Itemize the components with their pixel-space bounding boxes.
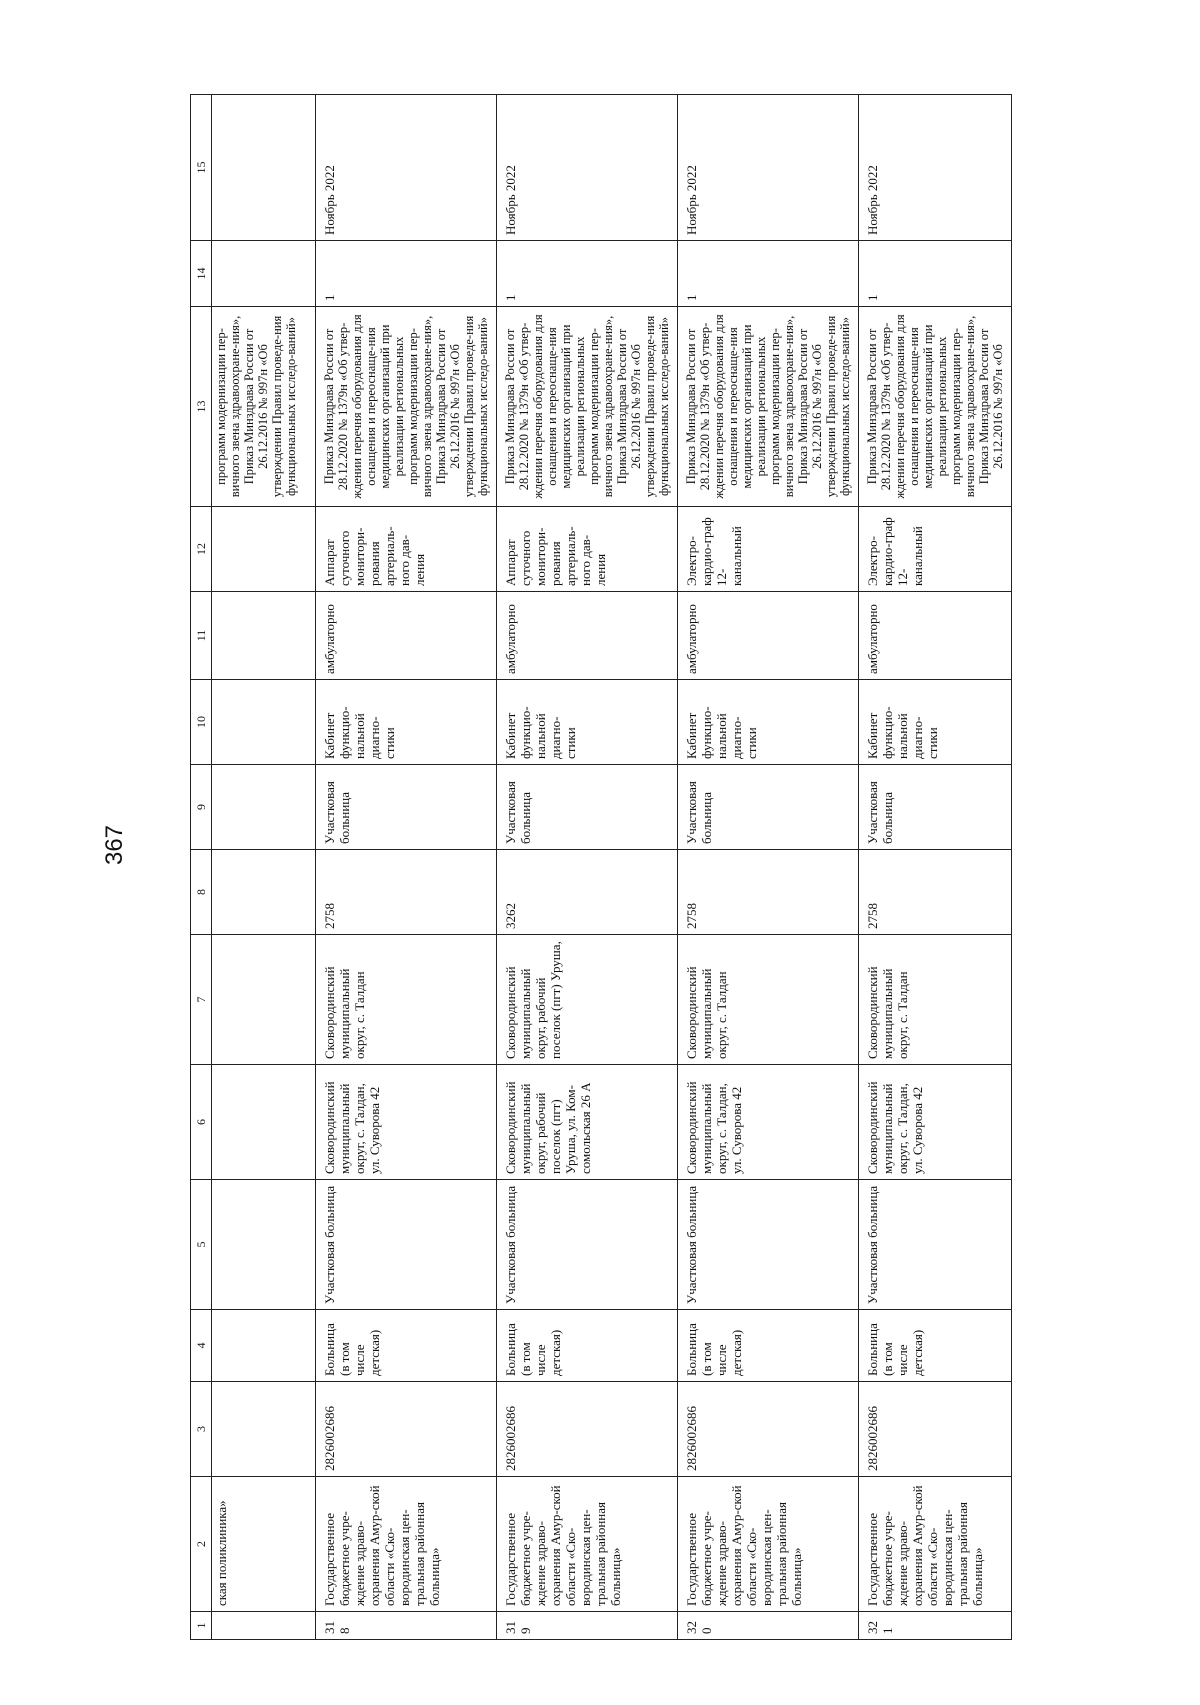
locality: Сковородинский муниципальный округ, рабочий поселок (пгт) Уруша, (497, 935, 678, 1065)
cabinet: Кабинет функцио-нальной диагно-стики (859, 680, 1012, 765)
col-num: 3 (191, 1382, 212, 1477)
cabinet: Кабинет функцио-нальной диагно-стики (316, 680, 497, 765)
col-num: 9 (191, 765, 212, 850)
basis: Приказ Минздрава России от 28.12.2020 № 1379н «Об утвер-ждении перечня оборудования для оснащения и переоснаще-ния медицинских организаций при реализации региональных программ модернизации пер-вичного звена здравоохране-ния», Приказ Минздрава России от 26.12.2016 № 997н «Об (859, 307, 1012, 507)
address: Сковородинский муниципальный округ, с. Талдан, ул. Суворова 42 (316, 1065, 497, 1180)
cont-col13: программ модернизации пер-вичного звена здравоохране-ния», Приказ Минздрава России от 26.12.2016 № 997н «Об утверждении Правил проведе-ния функциональных исследо-ваний» (212, 307, 316, 507)
col-num: 10 (191, 680, 212, 765)
facility-type: Больница (в том числе детская) (859, 1310, 1012, 1382)
row-number: 318 (316, 1612, 497, 1640)
facility-subtype: Участковая больница (497, 1180, 678, 1310)
col-num: 15 (191, 95, 212, 241)
date: Ноябрь 2022 (678, 95, 859, 241)
col-num: 2 (191, 1477, 212, 1612)
inn: 2826002686 (859, 1382, 1012, 1477)
column-number-row (191, 95, 212, 1640)
basis: Приказ Минздрава России от 28.12.2020 № 1379н «Об утвер-ждении перечня оборудования для оснащения и переоснаще-ния медицинских организаций при реализации региональных программ модернизации пер-вичного звена здравоохране-ния», Приказ Минздрава России от 26.12.2016 № 997н «Об утверждении Правил проведе-ния функциональных исследо-ваний» (316, 307, 497, 507)
equipment: Аппарат суточного монитори-рования артериаль-ного дав-ления (497, 507, 678, 592)
quantity: 1 (316, 241, 497, 307)
population: 2758 (859, 850, 1012, 935)
unit: Участковая больница (678, 765, 859, 850)
table-row (678, 95, 859, 1640)
locality: Сковородинский муниципальный округ, с. Талдан (316, 935, 497, 1065)
facility-type: Больница (в том числе детская) (497, 1310, 678, 1382)
care-form: амбулаторно (859, 592, 1012, 680)
cabinet: Кабинет функцио-нальной диагно-стики (497, 680, 678, 765)
date: Ноябрь 2022 (497, 95, 678, 241)
equipment: Электро-кардио-граф 12-канальный (859, 507, 1012, 592)
quantity: 1 (678, 241, 859, 307)
unit: Участковая больница (859, 765, 1012, 850)
col-num: 5 (191, 1180, 212, 1310)
organization: Государственное бюджетное учре-ждение здраво-охранения Амур-ской области «Ско-вородинская цен-тральная районная больница» (316, 1477, 497, 1612)
population: 3262 (497, 850, 678, 935)
table-row (859, 95, 1012, 1640)
col-num: 1 (191, 1612, 212, 1640)
col-num: 4 (191, 1310, 212, 1382)
col-num: 13 (191, 307, 212, 507)
col-num: 12 (191, 507, 212, 592)
basis: Приказ Минздрава России от 28.12.2020 № 1379н «Об утвер-ждении перечня оборудования для оснащения и переоснаще-ния медицинских организаций при реализации региональных программ модернизации пер-вичного звена здравоохране-ния», Приказ Минздрава России от 26.12.2016 № 997н «Об утверждении Правил проведе-ния функциональных исследо-ваний» (678, 307, 859, 507)
inn: 2826002686 (316, 1382, 497, 1477)
table-row (316, 95, 497, 1640)
address: Сковородинский муниципальный округ, с. Талдан, ул. Суворова 42 (859, 1065, 1012, 1180)
col-num: 6 (191, 1065, 212, 1180)
care-form: амбулаторно (316, 592, 497, 680)
address: Сковородинский муниципальный округ, рабочий поселок (пгт) Уруша, ул. Ком-сомольская 26 А (497, 1065, 678, 1180)
continuation-row (212, 95, 316, 1640)
inn: 2826002686 (678, 1382, 859, 1477)
facility-subtype: Участковая больница (678, 1180, 859, 1310)
care-form: амбулаторно (678, 592, 859, 680)
inn: 2826002686 (497, 1382, 678, 1477)
table-row (497, 95, 678, 1640)
locality: Сковородинский муниципальный округ, с. Талдан (678, 935, 859, 1065)
equipment: Электро-кардио-граф 12-канальный (678, 507, 859, 592)
equipment: Аппарат суточного монитори-рования артериаль-ного дав-ления (316, 507, 497, 592)
organization: Государственное бюджетное учре-ждение здраво-охранения Амур-ской области «Ско-вородинская цен-тральная районная больница» (497, 1477, 678, 1612)
facility-subtype: Участковая больница (316, 1180, 497, 1310)
locality: Сковородинский муниципальный округ, с. Талдан (859, 935, 1012, 1065)
col-num: 11 (191, 592, 212, 680)
organization: Государственное бюджетное учре-ждение здраво-охранения Амур-ской области «Ско-вородинская цен-тральная районная больница» (859, 1477, 1012, 1612)
page-number: 367 (101, 824, 129, 866)
unit: Участковая больница (497, 765, 678, 850)
address: Сковородинский муниципальный округ, с. Талдан, ул. Суворова 42 (678, 1065, 859, 1180)
facility-type: Больница (в том числе детская) (316, 1310, 497, 1382)
col-num: 7 (191, 935, 212, 1065)
equipment-table (190, 94, 1012, 1640)
quantity: 1 (497, 241, 678, 307)
facility-type: Больница (в том числе детская) (678, 1310, 859, 1382)
cabinet: Кабинет функцио-нальной диагно-стики (678, 680, 859, 765)
basis: Приказ Минздрава России от 28.12.2020 № 1379н «Об утвер-ждении перечня оборудования для оснащения и переоснаще-ния медицинских организаций при реализации региональных программ модернизации пер-вичного звена здравоохране-ния», Приказ Минздрава России от 26.12.2016 № 997н «Об утверждении Правил проведе-ния функциональных исследо-ваний» (497, 307, 678, 507)
date: Ноябрь 2022 (859, 95, 1012, 241)
care-form: амбулаторно (497, 592, 678, 680)
population: 2758 (678, 850, 859, 935)
rotated-table-wrapper (190, 95, 1005, 1640)
date: Ноябрь 2022 (316, 95, 497, 241)
unit: Участковая больница (316, 765, 497, 850)
col-num: 14 (191, 241, 212, 307)
row-number: 320 (678, 1612, 859, 1640)
organization: Государственное бюджетное учре-ждение здраво-охранения Амур-ской области «Ско-вородинская цен-тральная районная больница» (678, 1477, 859, 1612)
population: 2758 (316, 850, 497, 935)
quantity: 1 (859, 241, 1012, 307)
row-number: 319 (497, 1612, 678, 1640)
facility-subtype: Участковая больница (859, 1180, 1012, 1310)
row-number: 321 (859, 1612, 1012, 1640)
col-num: 8 (191, 850, 212, 935)
cont-col2: ская поликлиника» (212, 1477, 316, 1612)
